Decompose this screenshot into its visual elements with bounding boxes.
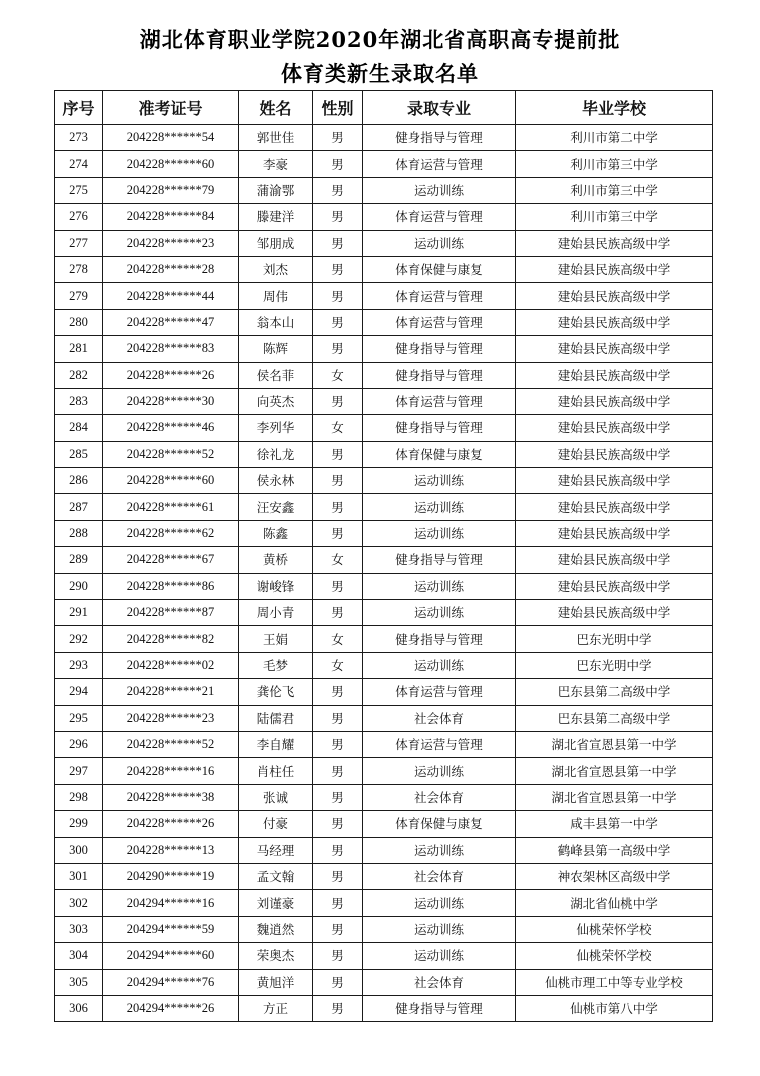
gender-cell: 男 bbox=[313, 283, 363, 309]
exam-id-cell: 204228******47 bbox=[103, 309, 239, 335]
name-cell: 李自耀 bbox=[239, 731, 313, 757]
name-cell: 汪安鑫 bbox=[239, 494, 313, 520]
exam-id-cell: 204228******83 bbox=[103, 336, 239, 362]
table-row bbox=[55, 415, 713, 441]
seq-cell: 283 bbox=[55, 388, 103, 414]
school-cell: 巴东县第二高级中学 bbox=[516, 705, 713, 731]
major-cell: 运动训练 bbox=[363, 890, 516, 916]
table-row bbox=[55, 441, 713, 467]
table-row bbox=[55, 652, 713, 678]
major-cell: 社会体育 bbox=[363, 969, 516, 995]
gender-cell: 女 bbox=[313, 547, 363, 573]
exam-id-cell: 204294******16 bbox=[103, 890, 239, 916]
major-cell: 体育运营与管理 bbox=[363, 283, 516, 309]
seq-cell: 298 bbox=[55, 784, 103, 810]
school-cell: 仙桃市理工中等专业学校 bbox=[516, 969, 713, 995]
exam-id-cell: 204228******79 bbox=[103, 177, 239, 203]
name-cell: 侯名菲 bbox=[239, 362, 313, 388]
seq-cell: 282 bbox=[55, 362, 103, 388]
table-row bbox=[55, 837, 713, 863]
school-cell: 仙桃荣怀学校 bbox=[516, 916, 713, 942]
table-row bbox=[55, 547, 713, 573]
school-cell: 建始县民族高级中学 bbox=[516, 362, 713, 388]
table-row bbox=[55, 309, 713, 335]
major-cell: 体育运营与管理 bbox=[363, 151, 516, 177]
major-cell: 社会体育 bbox=[363, 784, 516, 810]
major-cell: 运动训练 bbox=[363, 177, 516, 203]
seq-cell: 277 bbox=[55, 230, 103, 256]
gender-cell: 男 bbox=[313, 969, 363, 995]
exam-id-cell: 204228******84 bbox=[103, 204, 239, 230]
school-cell: 建始县民族高级中学 bbox=[516, 600, 713, 626]
school-cell: 利川市第三中学 bbox=[516, 204, 713, 230]
name-cell: 王娟 bbox=[239, 626, 313, 652]
table-row bbox=[55, 177, 713, 203]
major-cell: 健身指导与管理 bbox=[363, 626, 516, 652]
seq-cell: 285 bbox=[55, 441, 103, 467]
school-cell: 湖北省仙桃中学 bbox=[516, 890, 713, 916]
exam-id-cell: 204228******13 bbox=[103, 837, 239, 863]
school-cell: 鹤峰县第一高级中学 bbox=[516, 837, 713, 863]
name-cell: 陈辉 bbox=[239, 336, 313, 362]
table-row bbox=[55, 995, 713, 1021]
school-cell: 建始县民族高级中学 bbox=[516, 309, 713, 335]
exam-id-cell: 204294******60 bbox=[103, 943, 239, 969]
gender-cell: 男 bbox=[313, 600, 363, 626]
major-cell: 运动训练 bbox=[363, 600, 516, 626]
name-cell: 蒲渝鄂 bbox=[239, 177, 313, 203]
document-title: 湖北体育职业学院2020年湖北省高职高专提前批 bbox=[139, 27, 621, 52]
seq-cell: 302 bbox=[55, 890, 103, 916]
table-row bbox=[55, 151, 713, 177]
name-cell: 刘谨豪 bbox=[239, 890, 313, 916]
major-cell: 体育运营与管理 bbox=[363, 388, 516, 414]
exam-id-cell: 204294******59 bbox=[103, 916, 239, 942]
table-row bbox=[55, 626, 713, 652]
name-cell: 侯永林 bbox=[239, 468, 313, 494]
major-cell: 体育保健与康复 bbox=[363, 256, 516, 282]
school-cell: 巴东光明中学 bbox=[516, 652, 713, 678]
major-cell: 运动训练 bbox=[363, 837, 516, 863]
exam-id-cell: 204294******76 bbox=[103, 969, 239, 995]
gender-cell: 男 bbox=[313, 309, 363, 335]
name-cell: 周小青 bbox=[239, 600, 313, 626]
table-header bbox=[55, 91, 713, 125]
seq-cell: 306 bbox=[55, 995, 103, 1021]
major-cell: 运动训练 bbox=[363, 916, 516, 942]
school-cell: 仙桃市第八中学 bbox=[516, 995, 713, 1021]
gender-cell: 男 bbox=[313, 890, 363, 916]
name-cell: 李豪 bbox=[239, 151, 313, 177]
header-row bbox=[55, 91, 713, 125]
seq-cell: 292 bbox=[55, 626, 103, 652]
header-name: 姓名 bbox=[239, 91, 313, 125]
school-cell: 建始县民族高级中学 bbox=[516, 230, 713, 256]
name-cell: 翁本山 bbox=[239, 309, 313, 335]
name-cell: 张诚 bbox=[239, 784, 313, 810]
exam-id-cell: 204228******44 bbox=[103, 283, 239, 309]
table-row bbox=[55, 388, 713, 414]
table-row bbox=[55, 336, 713, 362]
table-row bbox=[55, 705, 713, 731]
gender-cell: 男 bbox=[313, 837, 363, 863]
gender-cell: 男 bbox=[313, 230, 363, 256]
seq-cell: 289 bbox=[55, 547, 103, 573]
major-cell: 运动训练 bbox=[363, 652, 516, 678]
seq-cell: 276 bbox=[55, 204, 103, 230]
major-cell: 体育保健与康复 bbox=[363, 811, 516, 837]
exam-id-cell: 204228******46 bbox=[103, 415, 239, 441]
major-cell: 运动训练 bbox=[363, 230, 516, 256]
name-cell: 马经理 bbox=[239, 837, 313, 863]
school-cell: 仙桃荣怀学校 bbox=[516, 943, 713, 969]
table-row bbox=[55, 890, 713, 916]
exam-id-cell: 204228******52 bbox=[103, 731, 239, 757]
name-cell: 黄桥 bbox=[239, 547, 313, 573]
name-cell: 李列华 bbox=[239, 415, 313, 441]
gender-cell: 女 bbox=[313, 362, 363, 388]
school-cell: 建始县民族高级中学 bbox=[516, 336, 713, 362]
major-cell: 体育保健与康复 bbox=[363, 441, 516, 467]
seq-cell: 303 bbox=[55, 916, 103, 942]
school-cell: 利川市第三中学 bbox=[516, 177, 713, 203]
name-cell: 龚伦飞 bbox=[239, 679, 313, 705]
major-cell: 社会体育 bbox=[363, 705, 516, 731]
major-cell: 运动训练 bbox=[363, 468, 516, 494]
table-row bbox=[55, 943, 713, 969]
gender-cell: 男 bbox=[313, 758, 363, 784]
exam-id-cell: 204290******19 bbox=[103, 863, 239, 889]
major-cell: 体育运营与管理 bbox=[363, 204, 516, 230]
table-row bbox=[55, 204, 713, 230]
name-cell: 荣奥杰 bbox=[239, 943, 313, 969]
major-cell: 健身指导与管理 bbox=[363, 336, 516, 362]
seq-cell: 286 bbox=[55, 468, 103, 494]
school-cell: 建始县民族高级中学 bbox=[516, 441, 713, 467]
exam-id-cell: 204294******26 bbox=[103, 995, 239, 1021]
school-cell: 湖北省宣恩县第一中学 bbox=[516, 784, 713, 810]
gender-cell: 男 bbox=[313, 204, 363, 230]
major-cell: 运动训练 bbox=[363, 943, 516, 969]
seq-cell: 294 bbox=[55, 679, 103, 705]
table-row bbox=[55, 731, 713, 757]
gender-cell: 男 bbox=[313, 573, 363, 599]
header-exam-id: 准考证号 bbox=[103, 91, 239, 125]
seq-cell: 278 bbox=[55, 256, 103, 282]
school-cell: 利川市第三中学 bbox=[516, 151, 713, 177]
school-cell: 咸丰县第一中学 bbox=[516, 811, 713, 837]
seq-cell: 301 bbox=[55, 863, 103, 889]
table-row bbox=[55, 362, 713, 388]
name-cell: 魏逍然 bbox=[239, 916, 313, 942]
school-cell: 湖北省宣恩县第一中学 bbox=[516, 758, 713, 784]
header-school: 毕业学校 bbox=[516, 91, 713, 125]
name-cell: 方正 bbox=[239, 995, 313, 1021]
gender-cell: 女 bbox=[313, 415, 363, 441]
gender-cell: 男 bbox=[313, 125, 363, 151]
school-cell: 建始县民族高级中学 bbox=[516, 415, 713, 441]
document-subtitle: 体育类新生录取名单 bbox=[281, 61, 479, 86]
name-cell: 黄旭洋 bbox=[239, 969, 313, 995]
seq-cell: 288 bbox=[55, 520, 103, 546]
gender-cell: 男 bbox=[313, 151, 363, 177]
major-cell: 体育运营与管理 bbox=[363, 679, 516, 705]
gender-cell: 女 bbox=[313, 652, 363, 678]
seq-cell: 291 bbox=[55, 600, 103, 626]
school-cell: 建始县民族高级中学 bbox=[516, 520, 713, 546]
gender-cell: 女 bbox=[313, 626, 363, 652]
name-cell: 徐礼龙 bbox=[239, 441, 313, 467]
name-cell: 邹朋成 bbox=[239, 230, 313, 256]
gender-cell: 男 bbox=[313, 731, 363, 757]
gender-cell: 男 bbox=[313, 679, 363, 705]
exam-id-cell: 204228******21 bbox=[103, 679, 239, 705]
seq-cell: 299 bbox=[55, 811, 103, 837]
major-cell: 健身指导与管理 bbox=[363, 415, 516, 441]
exam-id-cell: 204228******61 bbox=[103, 494, 239, 520]
seq-cell: 304 bbox=[55, 943, 103, 969]
major-cell: 运动训练 bbox=[363, 758, 516, 784]
header-gender: 性别 bbox=[313, 91, 363, 125]
seq-cell: 287 bbox=[55, 494, 103, 520]
seq-cell: 273 bbox=[55, 125, 103, 151]
exam-id-cell: 204228******28 bbox=[103, 256, 239, 282]
major-cell: 运动训练 bbox=[363, 573, 516, 599]
gender-cell: 男 bbox=[313, 336, 363, 362]
seq-cell: 305 bbox=[55, 969, 103, 995]
seq-cell: 275 bbox=[55, 177, 103, 203]
seq-cell: 300 bbox=[55, 837, 103, 863]
exam-id-cell: 204228******67 bbox=[103, 547, 239, 573]
table-row bbox=[55, 520, 713, 546]
header-major: 录取专业 bbox=[363, 91, 516, 125]
exam-id-cell: 204228******62 bbox=[103, 520, 239, 546]
exam-id-cell: 204228******16 bbox=[103, 758, 239, 784]
gender-cell: 男 bbox=[313, 388, 363, 414]
header-seq: 序号 bbox=[55, 91, 103, 125]
school-cell: 建始县民族高级中学 bbox=[516, 547, 713, 573]
exam-id-cell: 204228******23 bbox=[103, 705, 239, 731]
gender-cell: 男 bbox=[313, 705, 363, 731]
table-row bbox=[55, 916, 713, 942]
gender-cell: 男 bbox=[313, 520, 363, 546]
school-cell: 建始县民族高级中学 bbox=[516, 388, 713, 414]
school-cell: 建始县民族高级中学 bbox=[516, 256, 713, 282]
exam-id-cell: 204228******02 bbox=[103, 652, 239, 678]
seq-cell: 281 bbox=[55, 336, 103, 362]
exam-id-cell: 204228******87 bbox=[103, 600, 239, 626]
exam-id-cell: 204228******82 bbox=[103, 626, 239, 652]
seq-cell: 297 bbox=[55, 758, 103, 784]
seq-cell: 293 bbox=[55, 652, 103, 678]
name-cell: 陆儒君 bbox=[239, 705, 313, 731]
exam-id-cell: 204228******60 bbox=[103, 151, 239, 177]
school-cell: 湖北省宣恩县第一中学 bbox=[516, 731, 713, 757]
seq-cell: 290 bbox=[55, 573, 103, 599]
table-row bbox=[55, 679, 713, 705]
school-cell: 巴东光明中学 bbox=[516, 626, 713, 652]
exam-id-cell: 204228******60 bbox=[103, 468, 239, 494]
major-cell: 社会体育 bbox=[363, 863, 516, 889]
seq-cell: 280 bbox=[55, 309, 103, 335]
major-cell: 健身指导与管理 bbox=[363, 995, 516, 1021]
school-cell: 建始县民族高级中学 bbox=[516, 573, 713, 599]
name-cell: 毛梦 bbox=[239, 652, 313, 678]
name-cell: 谢峻锋 bbox=[239, 573, 313, 599]
school-cell: 建始县民族高级中学 bbox=[516, 468, 713, 494]
name-cell: 孟文翰 bbox=[239, 863, 313, 889]
seq-cell: 274 bbox=[55, 151, 103, 177]
school-cell: 建始县民族高级中学 bbox=[516, 283, 713, 309]
gender-cell: 男 bbox=[313, 784, 363, 810]
gender-cell: 男 bbox=[313, 177, 363, 203]
gender-cell: 男 bbox=[313, 943, 363, 969]
table-row bbox=[55, 283, 713, 309]
gender-cell: 男 bbox=[313, 494, 363, 520]
seq-cell: 279 bbox=[55, 283, 103, 309]
school-cell: 神农架林区高级中学 bbox=[516, 863, 713, 889]
name-cell: 肖柱任 bbox=[239, 758, 313, 784]
name-cell: 付豪 bbox=[239, 811, 313, 837]
table-row bbox=[55, 256, 713, 282]
table-row bbox=[55, 784, 713, 810]
gender-cell: 男 bbox=[313, 441, 363, 467]
school-cell: 巴东县第二高级中学 bbox=[516, 679, 713, 705]
table-row bbox=[55, 468, 713, 494]
name-cell: 陈鑫 bbox=[239, 520, 313, 546]
table-row bbox=[55, 125, 713, 151]
name-cell: 向英杰 bbox=[239, 388, 313, 414]
table-body bbox=[55, 125, 713, 1022]
school-cell: 利川市第二中学 bbox=[516, 125, 713, 151]
exam-id-cell: 204228******52 bbox=[103, 441, 239, 467]
gender-cell: 男 bbox=[313, 468, 363, 494]
exam-id-cell: 204228******23 bbox=[103, 230, 239, 256]
table-row bbox=[55, 863, 713, 889]
exam-id-cell: 204228******26 bbox=[103, 811, 239, 837]
gender-cell: 男 bbox=[313, 256, 363, 282]
table-row bbox=[55, 600, 713, 626]
name-cell: 郭世佳 bbox=[239, 125, 313, 151]
admission-table bbox=[54, 90, 713, 1022]
gender-cell: 男 bbox=[313, 995, 363, 1021]
major-cell: 运动训练 bbox=[363, 520, 516, 546]
name-cell: 滕建洋 bbox=[239, 204, 313, 230]
name-cell: 刘杰 bbox=[239, 256, 313, 282]
table-row bbox=[55, 969, 713, 995]
seq-cell: 284 bbox=[55, 415, 103, 441]
school-cell: 建始县民族高级中学 bbox=[516, 494, 713, 520]
table-row bbox=[55, 230, 713, 256]
major-cell: 健身指导与管理 bbox=[363, 362, 516, 388]
major-cell: 体育运营与管理 bbox=[363, 309, 516, 335]
exam-id-cell: 204228******30 bbox=[103, 388, 239, 414]
seq-cell: 296 bbox=[55, 731, 103, 757]
gender-cell: 男 bbox=[313, 916, 363, 942]
major-cell: 健身指导与管理 bbox=[363, 547, 516, 573]
major-cell: 体育运营与管理 bbox=[363, 731, 516, 757]
exam-id-cell: 204228******38 bbox=[103, 784, 239, 810]
gender-cell: 男 bbox=[313, 811, 363, 837]
exam-id-cell: 204228******86 bbox=[103, 573, 239, 599]
name-cell: 周伟 bbox=[239, 283, 313, 309]
table-row bbox=[55, 573, 713, 599]
exam-id-cell: 204228******26 bbox=[103, 362, 239, 388]
seq-cell: 295 bbox=[55, 705, 103, 731]
major-cell: 运动训练 bbox=[363, 494, 516, 520]
table-row bbox=[55, 758, 713, 784]
table-row bbox=[55, 494, 713, 520]
major-cell: 健身指导与管理 bbox=[363, 125, 516, 151]
exam-id-cell: 204228******54 bbox=[103, 125, 239, 151]
table-row bbox=[55, 811, 713, 837]
gender-cell: 男 bbox=[313, 863, 363, 889]
